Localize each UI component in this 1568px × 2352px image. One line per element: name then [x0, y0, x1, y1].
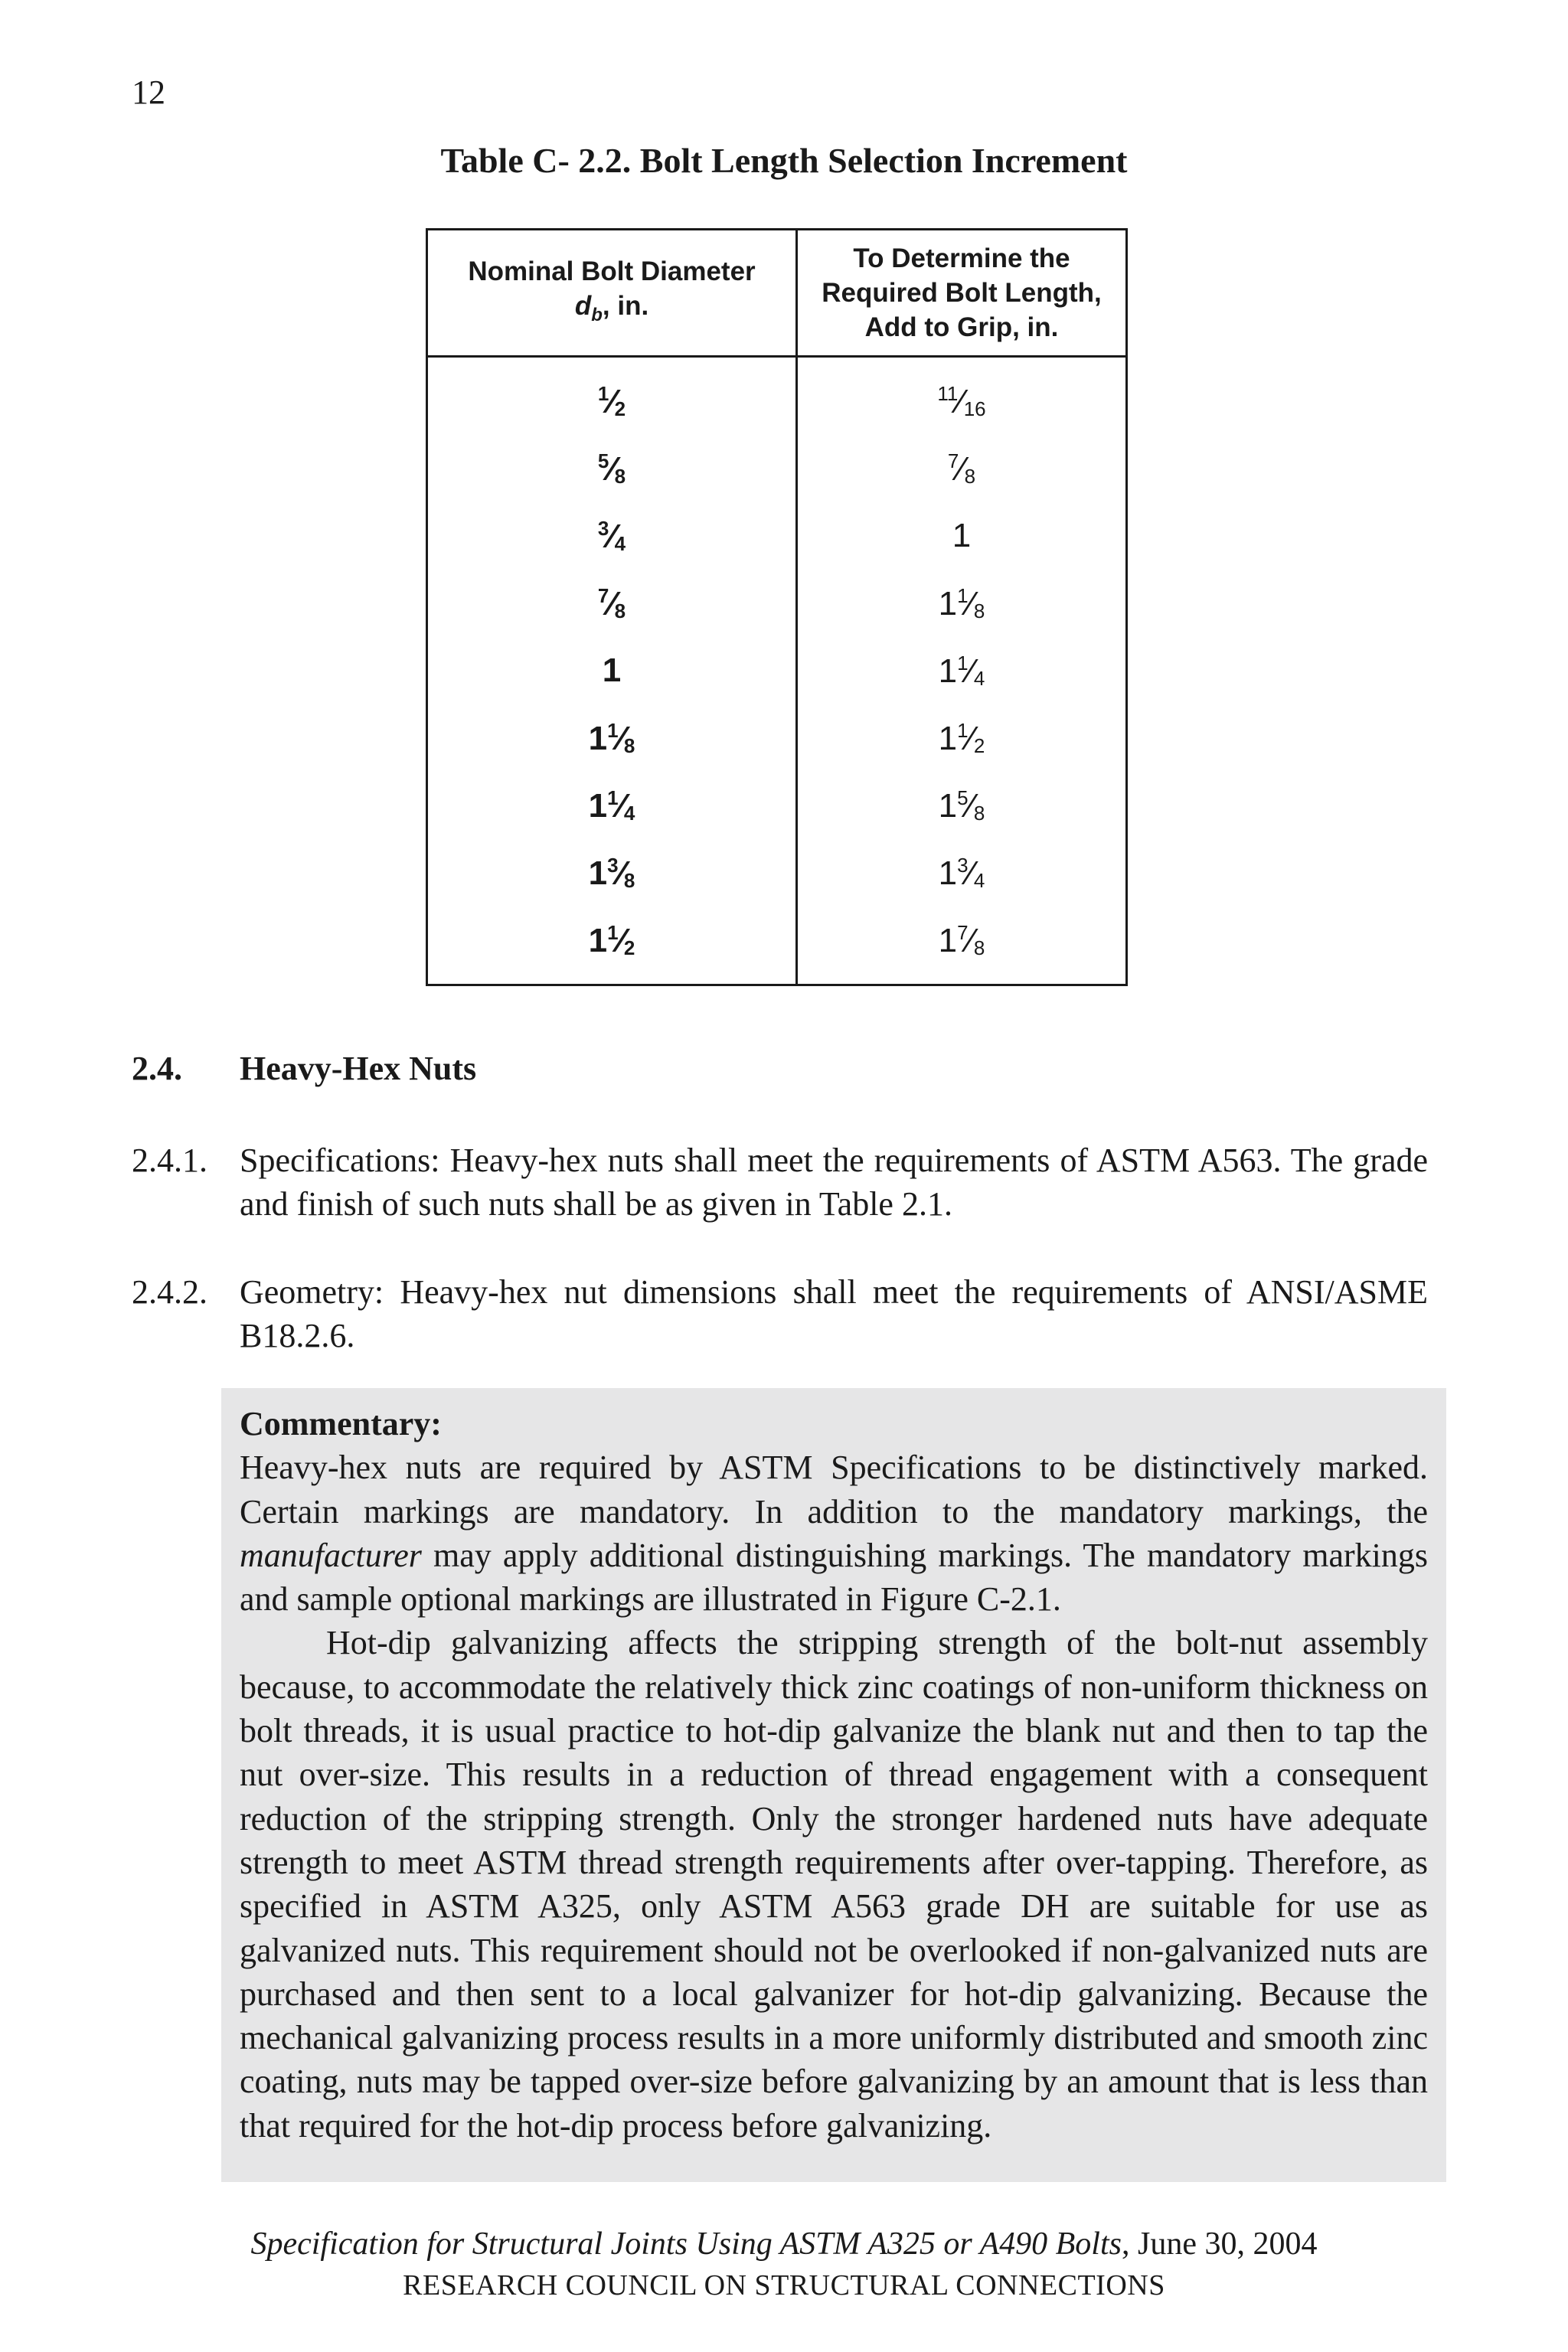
fraction	[957, 719, 985, 758]
commentary-box	[221, 1388, 1446, 2182]
fraction-numerator: 11	[937, 381, 959, 405]
fraction	[957, 652, 985, 691]
fraction	[607, 854, 635, 893]
section-number: 2.4.	[132, 1050, 182, 1087]
table-row	[427, 704, 1127, 772]
fraction	[598, 584, 626, 623]
fraction-slash: ⁄	[968, 854, 974, 892]
fraction-denominator: 2	[614, 397, 626, 420]
whole-number: 1	[952, 517, 972, 554]
cell-bolt-diameter	[427, 637, 797, 704]
fraction-denominator: 4	[623, 801, 635, 825]
table-title: Table C- 2.2. Bolt Length Selection Increment	[440, 141, 1128, 180]
fraction-slash: ⁄	[609, 584, 615, 622]
fraction-slash: ⁄	[609, 449, 615, 488]
fraction-denominator: 8	[973, 936, 985, 959]
whole-number: 1	[938, 584, 958, 622]
cell-bolt-diameter	[427, 435, 797, 502]
whole-number: 1	[602, 652, 622, 689]
fraction-numerator: 1	[957, 651, 969, 675]
table-row	[427, 357, 1127, 436]
fraction	[957, 584, 985, 623]
fraction-numerator: 3	[607, 853, 619, 877]
fraction-slash: ⁄	[609, 517, 615, 555]
fraction-slash: ⁄	[968, 652, 974, 690]
header-col1-sub: b	[591, 304, 603, 325]
table-row	[427, 570, 1127, 637]
cell-add-to-grip	[797, 570, 1127, 637]
fraction	[607, 921, 635, 960]
fraction-denominator: 8	[964, 464, 976, 488]
fraction-numerator: 7	[597, 583, 609, 607]
fraction	[957, 786, 985, 825]
fraction	[937, 382, 985, 421]
fraction-slash: ⁄	[618, 719, 624, 757]
footer-document-title	[0, 2225, 1568, 2263]
section-title: Heavy-Hex Nuts	[240, 1050, 477, 1087]
fraction	[598, 449, 626, 488]
fraction-denominator: 4	[973, 868, 985, 892]
whole-number: 1	[938, 719, 958, 757]
paragraph-2-4-2	[132, 1270, 1428, 1357]
commentary-emphasis: manufacturer	[240, 1536, 422, 1574]
header-col1-tail: , in.	[602, 290, 649, 321]
fraction-numerator: 5	[597, 449, 609, 472]
fraction	[598, 382, 626, 421]
cell-bolt-diameter	[427, 570, 797, 637]
header-col1-var: d	[574, 290, 592, 321]
fraction-numerator: 7	[957, 920, 969, 944]
cell-add-to-grip	[797, 357, 1127, 436]
cell-add-to-grip	[797, 502, 1127, 570]
fraction-slash: ⁄	[968, 921, 974, 959]
bolt-length-table	[426, 228, 1128, 986]
fraction	[607, 719, 635, 758]
fraction-numerator: 1	[957, 718, 969, 742]
cell-bolt-diameter	[427, 839, 797, 906]
fraction-denominator: 4	[973, 666, 985, 690]
fraction	[948, 449, 975, 488]
cell-bolt-diameter	[427, 704, 797, 772]
paragraph-number: 2.4.2.	[132, 1273, 207, 1311]
fraction-slash: ⁄	[968, 786, 974, 825]
fraction-numerator: 1	[597, 381, 609, 405]
fraction	[957, 921, 985, 960]
fraction-slash: ⁄	[618, 921, 624, 959]
fraction-denominator: 16	[963, 397, 986, 420]
table-row	[427, 637, 1127, 704]
whole-number: 1	[588, 786, 608, 825]
fraction	[607, 786, 635, 825]
fraction-numerator: 3	[597, 516, 609, 540]
fraction-denominator: 8	[614, 599, 626, 622]
fraction-slash: ⁄	[618, 786, 624, 825]
table-row	[427, 502, 1127, 570]
whole-number: 1	[938, 786, 958, 825]
table-row	[427, 839, 1127, 906]
fraction-denominator: 4	[614, 531, 626, 555]
whole-number: 1	[938, 854, 958, 892]
paragraph-text: Geometry: Heavy-hex nut dimensions shall meet the requirements of ANSI/ASME B18.2.6.	[240, 1273, 1428, 1354]
fraction-slash: ⁄	[968, 584, 974, 622]
footer-date: , June 30, 2004	[1122, 2226, 1318, 2262]
fraction-denominator: 8	[973, 599, 985, 622]
cell-add-to-grip	[797, 772, 1127, 839]
table-row	[427, 906, 1127, 985]
fraction-denominator: 8	[614, 464, 626, 488]
header-nominal-diameter	[427, 230, 797, 357]
header-col1-line2	[437, 289, 786, 332]
fraction-numerator: 1	[607, 786, 619, 809]
fraction-denominator: 2	[973, 733, 985, 757]
fraction-denominator: 8	[623, 733, 635, 757]
fraction-numerator: 7	[947, 449, 959, 472]
whole-number: 1	[588, 719, 608, 757]
fraction-numerator: 3	[957, 853, 969, 877]
fraction-denominator: 8	[973, 801, 985, 825]
page-number: 12	[132, 74, 165, 111]
whole-number: 1	[588, 854, 608, 892]
fraction-numerator: 5	[957, 786, 969, 809]
table-row	[427, 435, 1127, 502]
footer-council: RESEARCH COUNCIL ON STRUCTURAL CONNECTIONS	[403, 2269, 1165, 2301]
fraction-slash: ⁄	[958, 382, 964, 420]
section-heading	[132, 1049, 476, 1089]
whole-number: 1	[938, 921, 958, 959]
paragraph-text: Specifications: Heavy-hex nuts shall meet the requirements of ASTM A563. The grade and finish of such nuts shall be as given in Table 2.1.	[240, 1142, 1428, 1223]
fraction-denominator: 2	[623, 936, 635, 959]
cell-add-to-grip	[797, 637, 1127, 704]
cell-add-to-grip	[797, 435, 1127, 502]
header-add-to-grip: To Determine the Required Bolt Length, Add to Grip, in.	[797, 230, 1127, 357]
cell-add-to-grip	[797, 839, 1127, 906]
paragraph-2-4-1	[132, 1138, 1428, 1226]
whole-number: 1	[938, 652, 958, 690]
fraction-slash: ⁄	[968, 719, 974, 757]
fraction-slash: ⁄	[959, 449, 965, 488]
fraction-slash: ⁄	[618, 854, 624, 892]
cell-bolt-diameter	[427, 772, 797, 839]
paragraph-number: 2.4.1.	[132, 1142, 207, 1179]
commentary-paragraph-1: Heavy-hex nuts are required by ASTM Specifications to be distinctively marked. Certain markings are mandatory. In addition to the mandatory markings, the manufacturer may apply additional distinguishing markings. The mandatory markings and sample optional markings are illustrated in Figure C-2.1.	[240, 1449, 1428, 1619]
fraction-slash: ⁄	[609, 382, 615, 420]
cell-add-to-grip	[797, 906, 1127, 985]
commentary-paragraph-2: Hot-dip galvanizing affects the stripping strength of the bolt-nut assembly because, to accommodate the relatively thick zinc coatings of non-uniform thickness on bolt threads, it is usual practice to hot-dip galvanize the blank nut and then to tap the nut over-size. This results in a reduction of thread engagement with a consequent reduction of the stripping strength. Only the stronger hardened nuts have adequate strength to meet ASTM thread strength requirements after over-tapping. Therefore, as specified in ASTM A325, only ASTM A563 grade DH are suitable for use as galvanized nuts. This requirement should not be overlooked if non-galvanized nuts are purchased and then sent to a local galvanizer for hot-dip galvanizing. Because the mechanical galvanizing process results in a more uniformly distributed and smooth zinc coating, nuts may be tapped over-size before galvanizing by an amount that is less than that required for the hot-dip process before galvanizing.	[240, 1624, 1428, 2145]
whole-number: 1	[588, 921, 608, 959]
cell-bolt-diameter	[427, 357, 797, 436]
table-row	[427, 772, 1127, 839]
footer-title-italic: Specification for Structural Joints Using ASTM A325 or A490 Bolts	[250, 2226, 1122, 2262]
fraction-numerator: 1	[957, 583, 969, 607]
fraction	[957, 854, 985, 893]
fraction-numerator: 1	[607, 920, 619, 944]
cell-add-to-grip	[797, 704, 1127, 772]
cell-bolt-diameter	[427, 502, 797, 570]
fraction	[598, 517, 626, 556]
fraction-denominator: 8	[623, 868, 635, 892]
header-col1-line1: Nominal Bolt Diameter	[468, 256, 756, 286]
commentary-heading: Commentary:	[240, 1405, 442, 1442]
fraction-numerator: 1	[607, 718, 619, 742]
cell-bolt-diameter	[427, 906, 797, 985]
